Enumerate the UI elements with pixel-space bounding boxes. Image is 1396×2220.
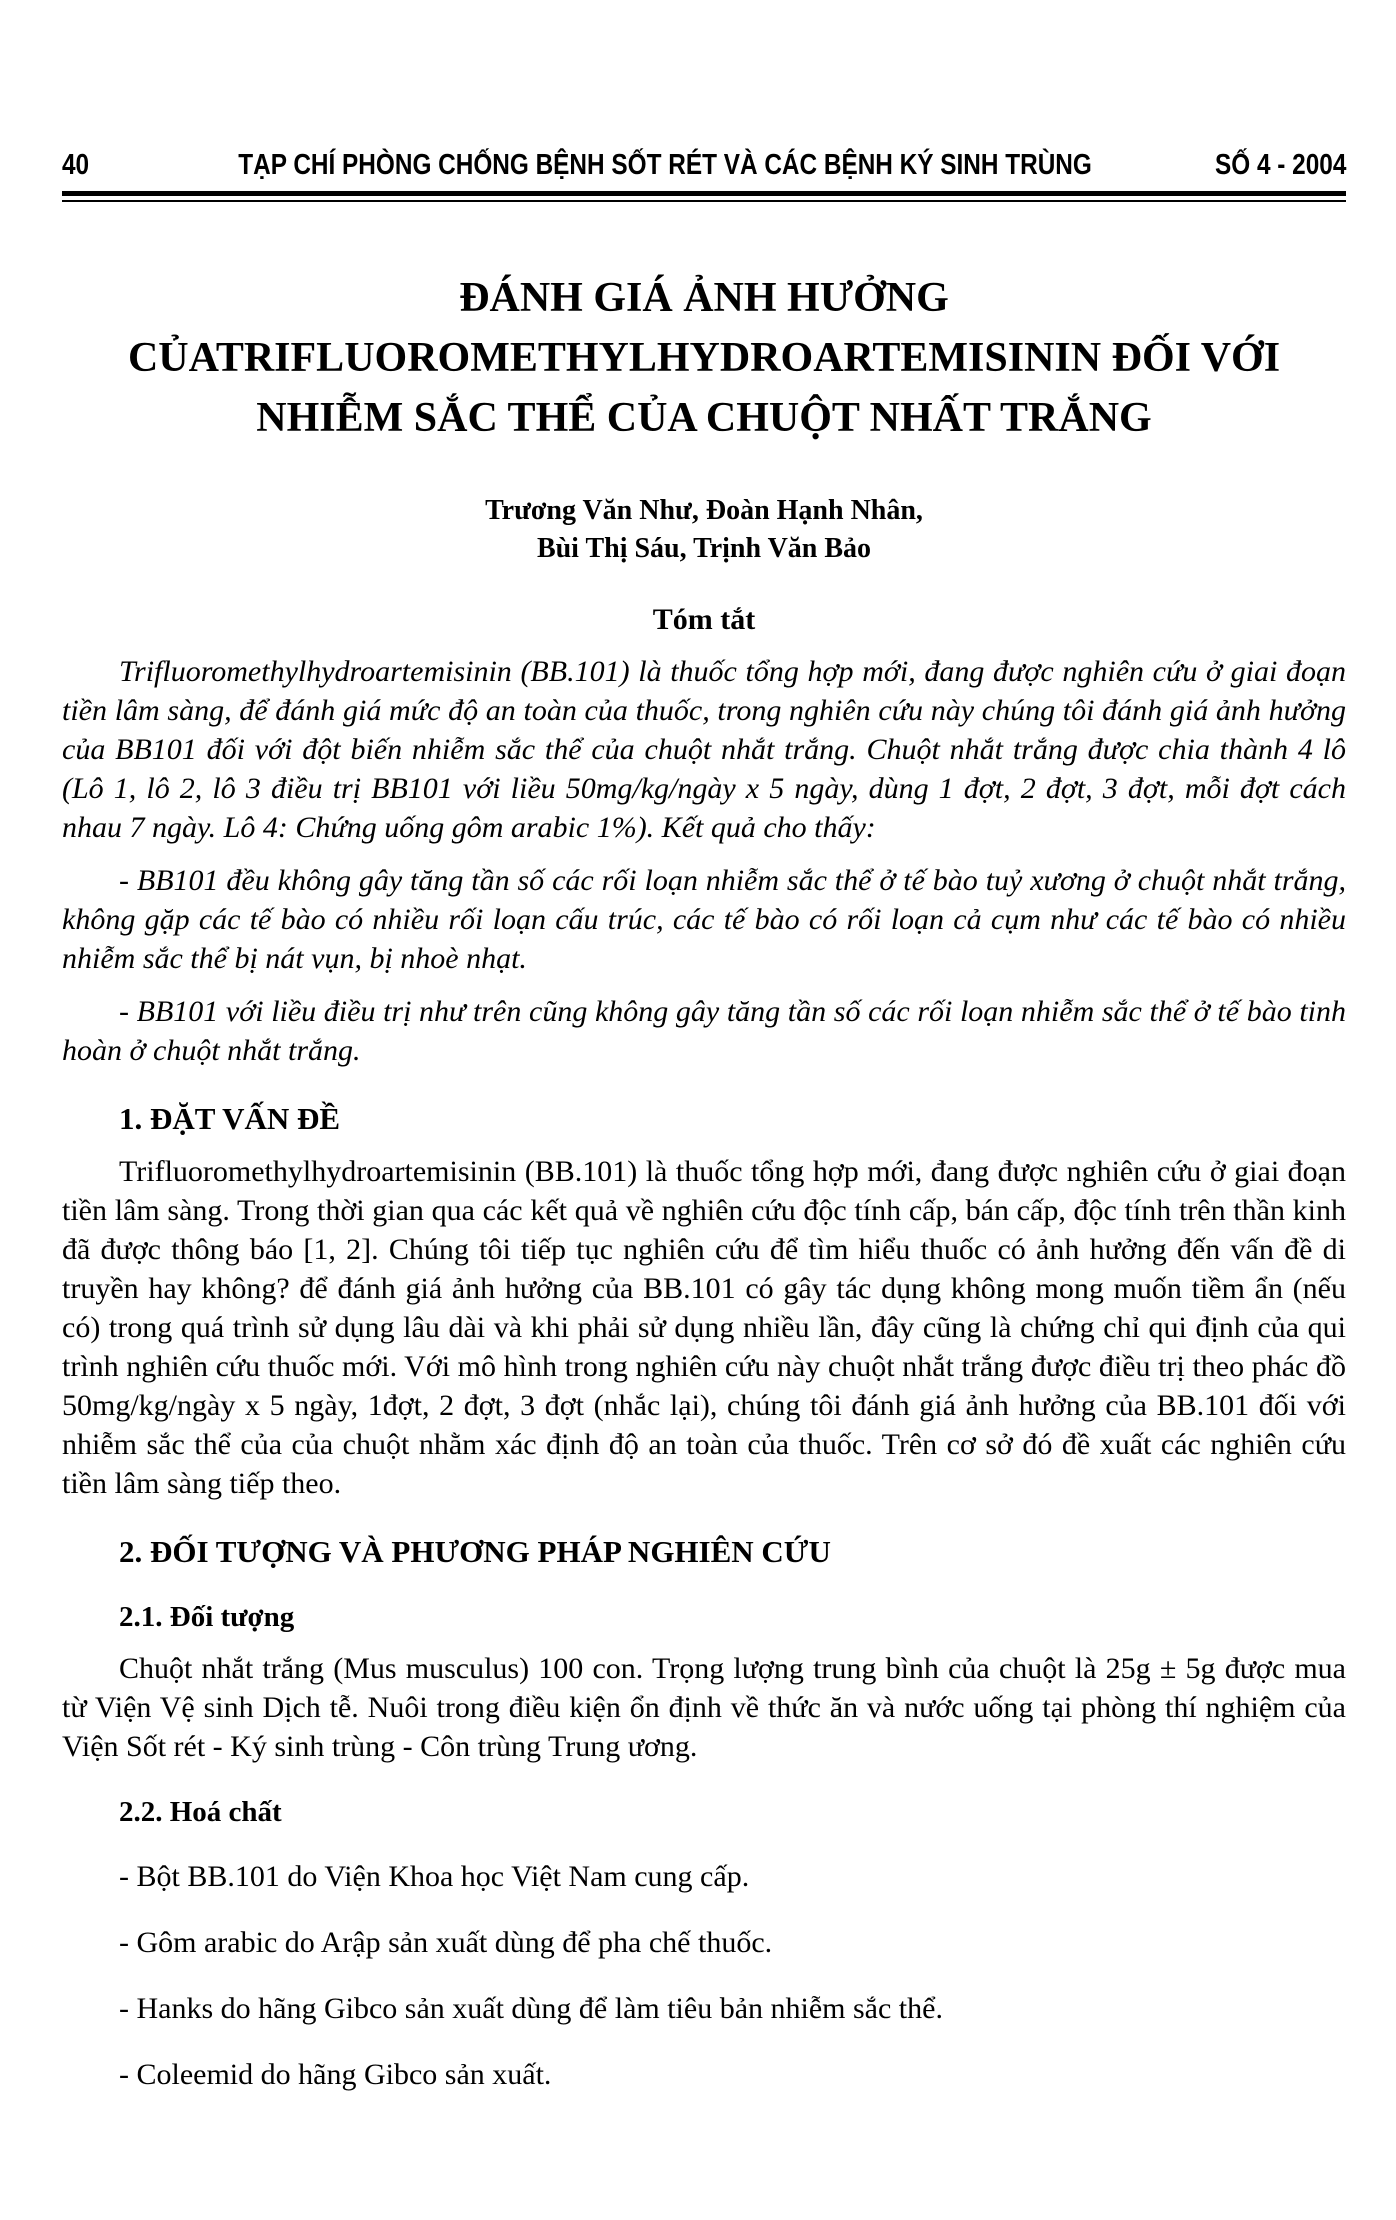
article-title-line: ĐÁNH GIÁ ẢNH HƯỞNG: [459, 275, 949, 321]
authors-line: Trương Văn Như, Đoàn Hạnh Nhân,: [485, 495, 923, 526]
abstract: [62, 602, 1346, 1070]
subsection-2-1-paragraph: Chuột nhắt trắng (Mus musculus) 100 con. Trọng lượng trung bình của chuột là 25g ± 5g được mua từ Viện Vệ sinh Dịch tễ. Nuôi trong điều kiện ổn định về thức ăn và nước uống tại phòng thí nghiệm của Viện Sốt rét - Ký sinh trùng - Côn trùng Trung ương.: [62, 1652, 1346, 1763]
section-1-heading: 1. ĐẶT VẤN ĐỀ: [119, 1101, 341, 1136]
abstract-paragraph: Trifluoromethylhydroartemisinin (BB.101) là thuốc tổng hợp mới, đang được nghiên cứu ở giai đoạn tiền lâm sàng, để đánh giá mức độ an toàn của thuốc, trong nghiên cứu này chúng tôi đánh giá ảnh hưởng của BB101 đối với đột biến nhiễm sắc thể của chuột nhắt trắng. Chuột nhắt trắng được chia thành 4 lô (Lô 1, lô 2, lô 3 điều trị BB101 với liều 50mg/kg/ngày x 5 ngày, dùng 1 đợt, 2 đợt, 3 đợt, mỗi đợt cách nhau 7 ngày. Lô 4: Chứng uống gôm arabic 1%). Kết quả cho thấy:: [62, 655, 1346, 844]
chemical-list-item: - Bột BB.101 do Viện Khoa học Việt Nam cung cấp.: [119, 1860, 750, 1893]
article-title-line: NHIỄM SẮC THỂ CỦA CHUỘT NHẤT TRẮNG: [256, 395, 1152, 441]
abstract-bullet: - BB101 với liều điều trị như trên cũng không gây tăng tần số các rối loạn nhiễm sắc thể ở tế bào tinh hoàn ở chuột nhắt trắng.: [62, 995, 1346, 1067]
abstract-heading: Tóm tắt: [652, 603, 756, 636]
chemical-list-item: - Coleemid do hãng Gibco sản xuất.: [119, 2058, 552, 2091]
page-number: [62, 148, 157, 182]
article-title: [62, 268, 1346, 448]
issue-number: [1173, 148, 1346, 182]
authors-line: Bùi Thị Sáu, Trịnh Văn Bảo: [536, 533, 872, 564]
section-2-heading: 2. ĐỐI TƯỢNG VÀ PHƯƠNG PHÁP NGHIÊN CỨU: [119, 1534, 831, 1569]
abstract-bullet: - BB101 đều không gây tăng tần số các rối loạn nhiễm sắc thể ở tế bào tuỷ xương ở chuột nhắt trắng, không gặp các tế bào có nhiều rối loạn cấu trúc, các tế bào có rối loạn cả cụm như các tế bào có nhiều nhiễm sắc thể bị nát vụn, bị nhoè nhạt.: [62, 864, 1346, 975]
subsection-2-1: [62, 1599, 1346, 1766]
chemical-list-item: - Gôm arabic do Arập sản xuất dùng để pha chế thuốc.: [119, 1926, 773, 1959]
section-2: [62, 1533, 1346, 2094]
article-title-line: CỦATRIFLUOROMETHYLHYDROARTEMISININ ĐỐI VỚI: [127, 335, 1281, 381]
page-number-text: 40: [62, 149, 90, 181]
running-head: [62, 148, 1346, 182]
subsection-2-2-heading: 2.2. Hoá chất: [119, 1796, 282, 1828]
subsection-2-1-heading: 2.1. Đối tượng: [119, 1601, 295, 1633]
chemical-list-item: - Hanks do hãng Gibco sản xuất dùng để làm tiêu bản nhiễm sắc thể.: [119, 1992, 943, 2025]
section-1: [62, 1100, 1346, 1503]
journal-title: [157, 148, 1173, 182]
header-divider: [62, 191, 1346, 202]
issue-number-text: SỐ 4 - 2004: [1214, 149, 1346, 181]
section-1-paragraph: Trifluoromethylhydroartemisinin (BB.101) là thuốc tổng hợp mới, đang được nghiên cứu ở giai đoạn tiền lâm sàng. Trong thời gian qua các kết quả về nghiên cứu độc tính cấp, bán cấp, độc tính trên thần kinh đã được thông báo [1, 2]. Chúng tôi tiếp tục nghiên cứu để tìm hiểu thuốc có ảnh hưởng đến vấn đề di truyền hay không? để đánh giá ảnh hưởng của BB.101 có gây tác dụng không mong muốn tiềm ẩn (nếu có) trong quá trình sử dụng lâu dài và khi phải sử dụng nhiều lần, đây cũng là chứng chỉ qui định của qui trình nghiên cứu thuốc mới. Với mô hình trong nghiên cứu này chuột nhắt trắng được điều trị theo phác đồ 50mg/kg/ngày x 5 ngày, 1đợt, 2 đợt, 3 đợt (nhắc lại), chúng tôi đánh giá ảnh hưởng của BB.101 đối với nhiễm sắc thể của của chuột nhằm xác định độ an toàn của thuốc. Trên cơ sở đó đề xuất các nghiên cứu tiền lâm sàng tiếp theo.: [62, 1155, 1346, 1500]
authors: [62, 492, 1346, 568]
journal-title-text: TẠP CHÍ PHÒNG CHỐNG BỆNH SỐT RÉT VÀ CÁC BỆNH KÝ SINH TRÙNG: [238, 149, 1092, 181]
subsection-2-2: [62, 1794, 1346, 2094]
